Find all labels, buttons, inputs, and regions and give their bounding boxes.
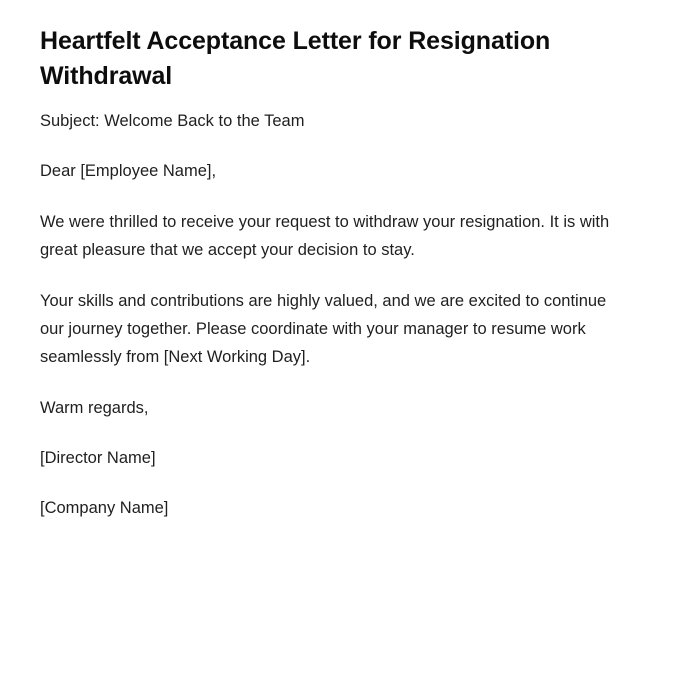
closing: Warm regards,	[40, 398, 149, 417]
body-paragraph-2: Your skills and contributions are highly valued, and we are excited to continue our journey together. Please coordinate with your manager to resume work seamlessly from [Next Working Day].	[40, 291, 607, 367]
subject-line: Subject: Welcome Back to the Team	[40, 112, 305, 130]
signature-name: [Director Name]	[40, 449, 156, 467]
page-title: Heartfelt Acceptance Letter for Resignation Withdrawal	[40, 27, 551, 90]
body-paragraph-1: We were thrilled to receive your request to withdraw your resignation. It is with great pleasure that we accept your decision to stay.	[40, 212, 610, 260]
signature-company: [Company Name]	[40, 499, 169, 518]
salutation: Dear [Employee Name],	[40, 162, 217, 181]
